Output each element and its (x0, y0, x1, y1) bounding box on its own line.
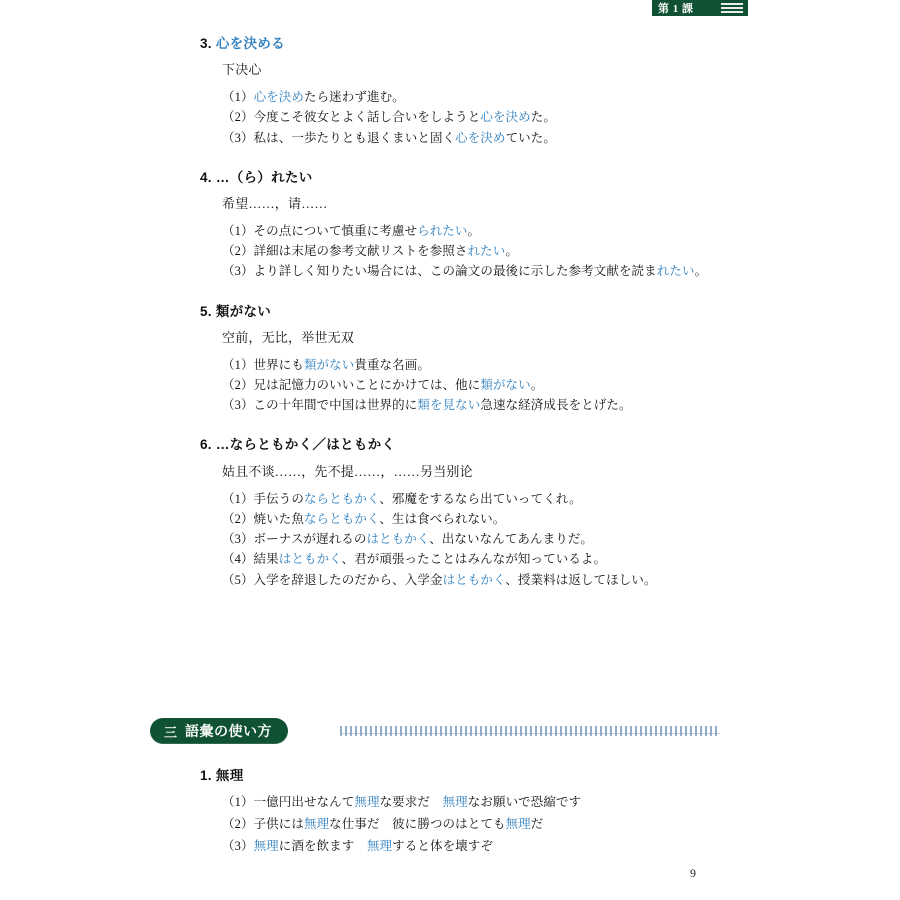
section-banner (150, 718, 770, 748)
list-item: （2）焼いた魚ならともかく、生は食べられない。 (222, 511, 506, 526)
grammar-entry (200, 437, 760, 589)
page-number: 9 (690, 866, 696, 880)
list-item: （3）この十年間で中国は世界的に類を見ない急速な経済成長をとげた。 (222, 398, 632, 413)
grammar-entries (200, 36, 760, 612)
example-list (200, 489, 760, 590)
entry-gloss: 姑且不谈……，先不提……，……另当别论 (222, 463, 473, 479)
lesson-tab-label: 第 1 課 (658, 3, 694, 15)
grammar-entry (200, 170, 760, 282)
list-item: （2）兄は記憶力のいいことにかけては、他に類がない。 (222, 377, 544, 392)
list-item: （3）より詳しく知りたい場合には、この論文の最後に示した参考文献を読まれたい。 (222, 264, 708, 279)
example-list (200, 87, 760, 148)
list-item: （3）無理に酒を飲ます 無理すると体を壊すぞ (222, 838, 493, 853)
list-item: （2）今度こそ彼女とよく話し合いをしようと心を決めた。 (222, 110, 556, 125)
section-number: 三 (164, 724, 178, 740)
entry-gloss: 希望……，请…… (222, 196, 328, 212)
list-item: （5）入学を辞退したのだから、入学金はともかく、授業料は返してほしい。 (222, 572, 657, 587)
list-item: （1）一億円出せなんて無理な要求だ 無理なお願いで恐縮です (222, 795, 582, 810)
section-title: 語彙の使い方 (185, 723, 273, 739)
vocabulary-entries (200, 768, 760, 878)
entry-gloss: 空前，无比，举世无双 (222, 329, 355, 345)
example-list (200, 792, 760, 858)
banner-dotted-rule (340, 726, 720, 736)
list-item: （1）手伝うのならともかく、邪魔をするなら出ていってくれ。 (222, 491, 582, 506)
page-header (0, 0, 900, 18)
section-pill (150, 718, 288, 744)
entry-heading: 6. …ならともかく／はともかく (200, 437, 396, 453)
grammar-entry (200, 36, 760, 148)
entry-heading: 1. 無理 (200, 768, 244, 783)
vocabulary-entry (200, 768, 760, 858)
entry-heading: 3. 心を決める (200, 36, 285, 51)
list-item: （3）ボーナスが遅れるのはともかく、出ないなんてあんまりだ。 (222, 532, 594, 547)
list-item: （1）心を決めたら迷わず進む。 (222, 90, 405, 105)
list-item: （2）詳細は末尾の参考文献リストを参照されたい。 (222, 244, 518, 259)
tab-stripes-icon (721, 3, 743, 15)
entry-heading: 4. …（ら）れたい (200, 169, 313, 185)
banner-underline (340, 733, 720, 734)
example-list (200, 355, 760, 416)
list-item: （1）その点について慎重に考慮せられたい。 (222, 223, 481, 238)
list-item: （4）結果はともかく、君が頑張ったことはみんなが知っているよ。 (222, 552, 607, 567)
list-item: （3）私は、一歩たりとも退くまいと固く心を決めていた。 (222, 130, 556, 145)
list-item: （1）世界にも類がない貴重な名画。 (222, 357, 430, 372)
list-item: （2）子供には無理な仕事だ 彼に勝つのはとても無理だ (222, 817, 544, 832)
example-list (200, 221, 760, 282)
entry-gloss: 下决心 (222, 62, 262, 78)
lesson-tab (652, 0, 748, 16)
entry-heading: 5. 類がない (200, 303, 272, 319)
grammar-entry (200, 304, 760, 416)
